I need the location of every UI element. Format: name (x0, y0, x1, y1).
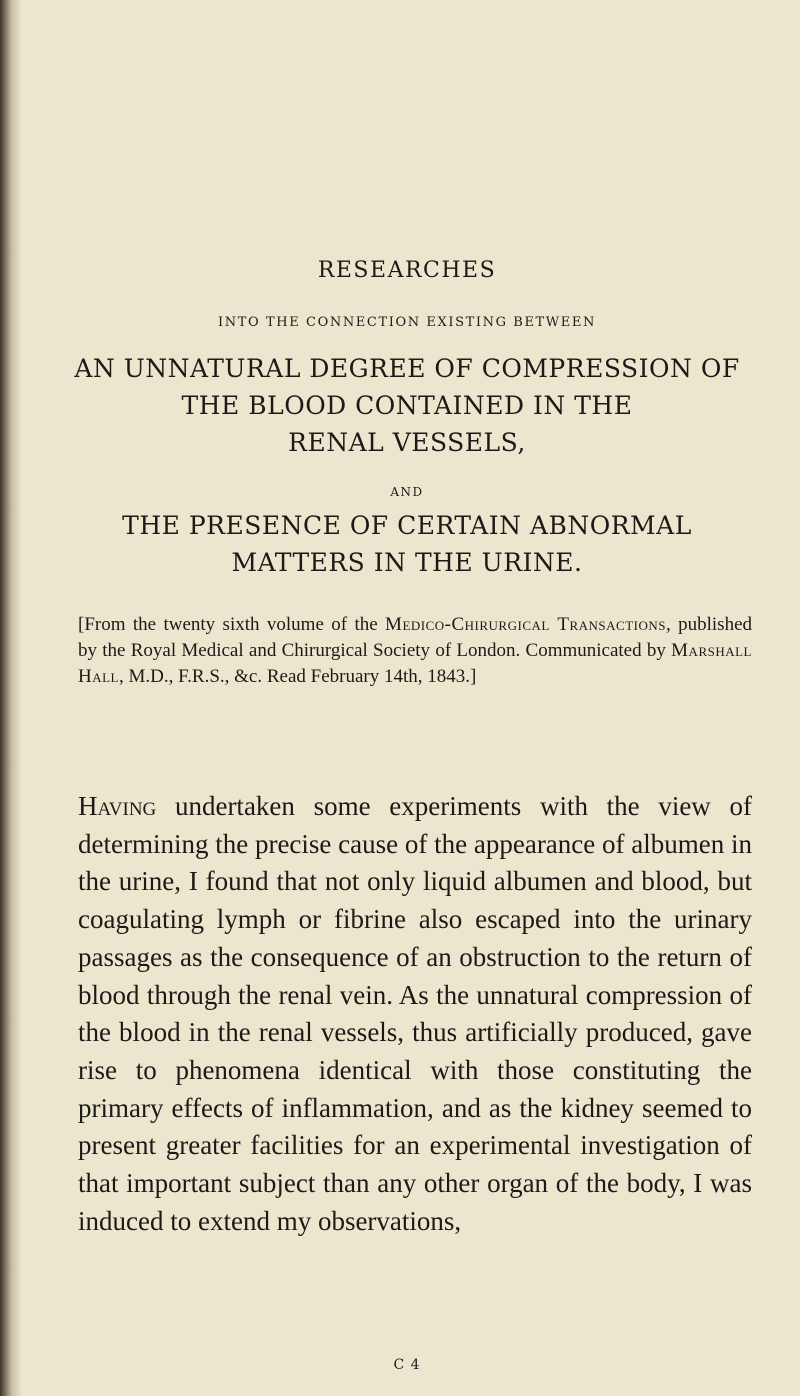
heading-researches: RESEARCHES (317, 258, 497, 283)
author-name: Marshall Hall (78, 640, 752, 687)
title-line: AN UNNATURAL DEGREE OF COMPRESSION OF (74, 354, 740, 383)
heading-into: INTO THE CONNECTION EXISTING BETWEEN (218, 315, 596, 330)
note-text: , M.D., F.R.S., &c. Read February 14th, 1843.] (119, 666, 477, 687)
title-block-1 (62, 350, 752, 461)
publication-note (78, 612, 752, 690)
body-text: undertaken some experiments with the view of determining the precise cause of the appearance of albumen in the urine, I found that not only liquid albumen and blood, but coagulating lymph or fibrine also escaped into the urinary passages as the consequence of an obstruction to the return of blood through the renal vein. As the unnatural compression of the blood in the renal vessels, thus artificially produced, gave rise to phenomena identical with those constituting the primary effects of inflammation, and as the kidney seemed to present greater facilities for an experimental investigation of that important subject than any other organ of the body, I was induced to extend my observations, (78, 791, 752, 1236)
opening-word: Having (78, 791, 157, 821)
journal-name: Medico-Chirurgical Transactions (385, 614, 666, 635)
title-line: THE BLOOD CONTAINED IN THE (181, 391, 633, 420)
title-line: THE PRESENCE OF CERTAIN ABNORMAL (122, 511, 692, 540)
note-text: [From the twenty sixth volume of the (78, 614, 386, 635)
heading-and: AND (390, 485, 424, 499)
title-block-2 (62, 507, 752, 581)
signature-mark: C 4 (393, 1357, 421, 1373)
body-paragraph (78, 788, 752, 1240)
title-line: RENAL VESSELS, (288, 428, 526, 457)
title-line: MATTERS IN THE URINE. (231, 548, 583, 577)
note-text: , published by the Royal Medical and Chirurgical Society of London. Communicated by (78, 614, 752, 661)
page-binding-edge (0, 0, 22, 1396)
book-page (62, 0, 752, 1396)
